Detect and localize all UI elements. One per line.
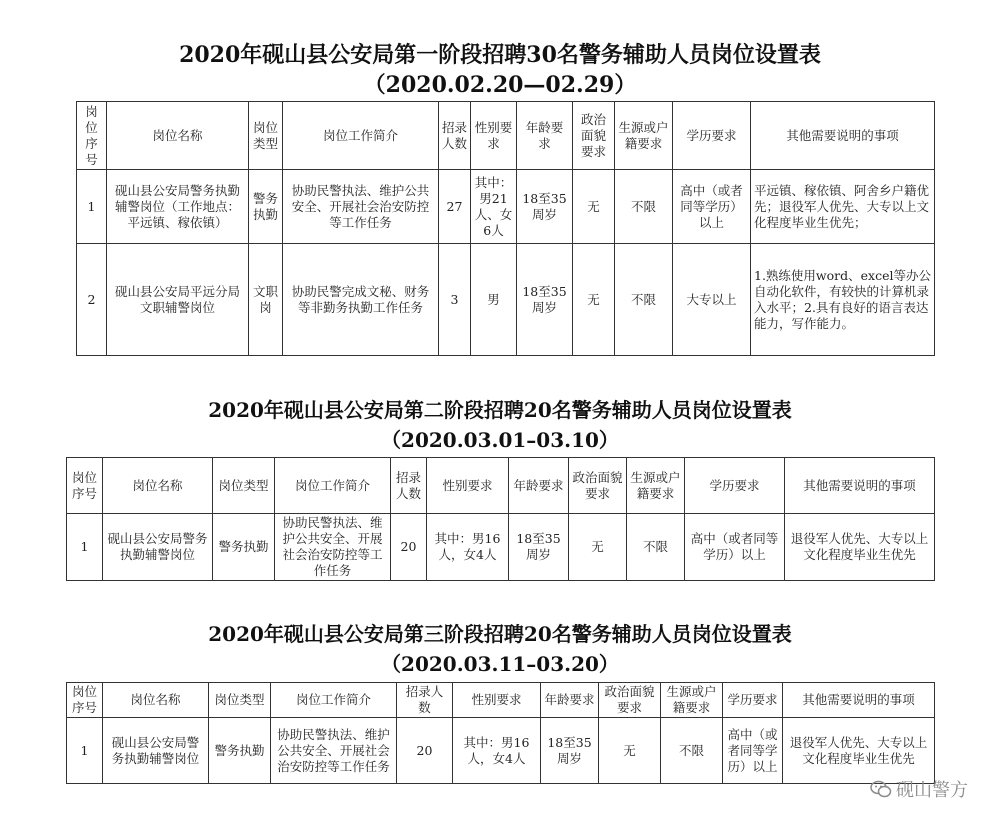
cell: 其中：男21人、女6人 xyxy=(471,170,517,244)
table2-period: （2020.03.01–03.10） xyxy=(381,428,619,452)
header-cell: 学历要求 xyxy=(673,102,751,170)
cell: 不限 xyxy=(627,514,685,581)
cell: 18至35周岁 xyxy=(509,514,569,581)
cell: 高中（或者同等学历）以上 xyxy=(723,718,783,784)
header-cell: 岗位工作简介 xyxy=(283,102,439,170)
header-cell: 政治面貌要求 xyxy=(573,102,615,170)
table-row xyxy=(77,170,935,244)
watermark-text: 砚山警方 xyxy=(896,780,968,801)
cell: 警务执勤 xyxy=(209,718,271,784)
cell: 18至35周岁 xyxy=(517,170,573,244)
cell: 不限 xyxy=(615,170,673,244)
cell: 文职岗 xyxy=(249,244,283,356)
cell: 警务执勤 xyxy=(213,514,275,581)
header-cell: 政治面貌要求 xyxy=(599,683,661,718)
header-cell: 岗位工作简介 xyxy=(271,683,397,718)
header-cell: 其他需要说明的事项 xyxy=(785,458,935,514)
cell: 不限 xyxy=(661,718,723,784)
header-cell: 招录人数 xyxy=(391,458,427,514)
cell: 1 xyxy=(77,170,107,244)
header-cell: 生源或户籍要求 xyxy=(627,458,685,514)
cell: 协助民警执法、维护公共安全、开展社会治安防控等工作任务 xyxy=(283,170,439,244)
cell: 警务执勤 xyxy=(249,170,283,244)
cell: 无 xyxy=(569,514,627,581)
cell: 砚山县公安局警务执勤辅警岗位 xyxy=(103,514,213,581)
header-cell: 岗位名称 xyxy=(103,458,213,514)
table3 xyxy=(66,682,935,784)
header-cell: 学历要求 xyxy=(685,458,785,514)
table3-title: 2020年砚山县公安局第三阶段招聘20名警务辅助人员岗位设置表 xyxy=(208,622,792,646)
header-cell: 年龄要求 xyxy=(509,458,569,514)
cell: 大专以上 xyxy=(673,244,751,356)
header-cell: 岗位名称 xyxy=(103,683,209,718)
header-cell: 岗位类型 xyxy=(209,683,271,718)
table1-header-row xyxy=(77,102,935,170)
cell: 高中（或者同等学历）以上 xyxy=(685,514,785,581)
cell: 高中（或者同等学历）以上 xyxy=(673,170,751,244)
cell: 砚山县公安局平远分局文职辅警岗位 xyxy=(107,244,249,356)
header-cell: 政治面貌要求 xyxy=(569,458,627,514)
cell: 男 xyxy=(471,244,517,356)
watermark xyxy=(870,776,968,802)
header-cell: 性别要求 xyxy=(427,458,509,514)
table-row xyxy=(77,244,935,356)
table-row xyxy=(67,514,935,581)
cell: 无 xyxy=(573,244,615,356)
cell: 18至35周岁 xyxy=(517,244,573,356)
header-cell: 岗位序号 xyxy=(67,458,103,514)
cell: 砚山县公安局警务执勤辅警岗位（工作地点：平远镇、稼依镇） xyxy=(107,170,249,244)
cell: 2 xyxy=(77,244,107,356)
table2 xyxy=(66,457,935,581)
cell: 其中：男16人，女4人 xyxy=(427,514,509,581)
header-cell: 岗位工作简介 xyxy=(275,458,391,514)
table1-title: 2020年砚山县公安局第一阶段招聘30名警务辅助人员岗位设置表 xyxy=(179,42,821,68)
header-cell: 岗位类型 xyxy=(249,102,283,170)
cell: 协助民警执法、维护公共安全、开展社会治安防控等工作任务 xyxy=(275,514,391,581)
header-cell: 招录人数 xyxy=(439,102,471,170)
table2-header-row xyxy=(67,458,935,514)
header-cell: 生源或户籍要求 xyxy=(615,102,673,170)
header-cell: 其他需要说明的事项 xyxy=(751,102,935,170)
table1 xyxy=(76,101,935,356)
table1-period: （2020.02.20—02.29） xyxy=(363,72,637,98)
cell: 1.熟练使用word、excel等办公自动化软件，有较快的计算机录入水平；2.具有良好的语言表达能力，写作能力。 xyxy=(751,244,935,356)
cell: 20 xyxy=(391,514,427,581)
header-cell: 招录人数 xyxy=(397,683,453,718)
cell: 协助民警完成文秘、财务等非勤务执勤工作任务 xyxy=(283,244,439,356)
header-cell: 岗位序号 xyxy=(67,683,103,718)
cell: 其中：男16人，女4人 xyxy=(453,718,541,784)
header-cell: 性别要求 xyxy=(471,102,517,170)
header-cell: 生源或户籍要求 xyxy=(661,683,723,718)
cell: 协助民警执法、维护公共安全、开展社会治安防控等工作任务 xyxy=(271,718,397,784)
header-cell: 其他需要说明的事项 xyxy=(783,683,935,718)
cell: 18至35周岁 xyxy=(541,718,599,784)
cell: 退役军人优先、大专以上文化程度毕业生优先 xyxy=(785,514,935,581)
cell: 砚山县公安局警务执勤辅警岗位 xyxy=(103,718,209,784)
cell: 不限 xyxy=(615,244,673,356)
header-cell: 年龄要求 xyxy=(517,102,573,170)
wechat-icon xyxy=(870,780,892,798)
cell: 1 xyxy=(67,718,103,784)
cell: 退役军人优先、大专以上文化程度毕业生优先 xyxy=(783,718,935,784)
header-cell: 年龄要求 xyxy=(541,683,599,718)
table3-header-row xyxy=(67,683,935,718)
header-cell: 学历要求 xyxy=(723,683,783,718)
cell: 27 xyxy=(439,170,471,244)
cell: 平远镇、稼依镇、阿舍乡户籍优先；退役军人优先、大专以上文化程度毕业生优先； xyxy=(751,170,935,244)
table-row xyxy=(67,718,935,784)
header-cell: 岗位名称 xyxy=(107,102,249,170)
cell: 3 xyxy=(439,244,471,356)
cell: 20 xyxy=(397,718,453,784)
table3-period: （2020.03.11–03.20） xyxy=(381,652,619,676)
header-cell: 岗位类型 xyxy=(213,458,275,514)
header-cell: 岗位序号 xyxy=(77,102,107,170)
header-cell: 性别要求 xyxy=(453,683,541,718)
cell: 1 xyxy=(67,514,103,581)
table2-title: 2020年砚山县公安局第二阶段招聘20名警务辅助人员岗位设置表 xyxy=(208,398,792,422)
cell: 无 xyxy=(573,170,615,244)
cell: 无 xyxy=(599,718,661,784)
